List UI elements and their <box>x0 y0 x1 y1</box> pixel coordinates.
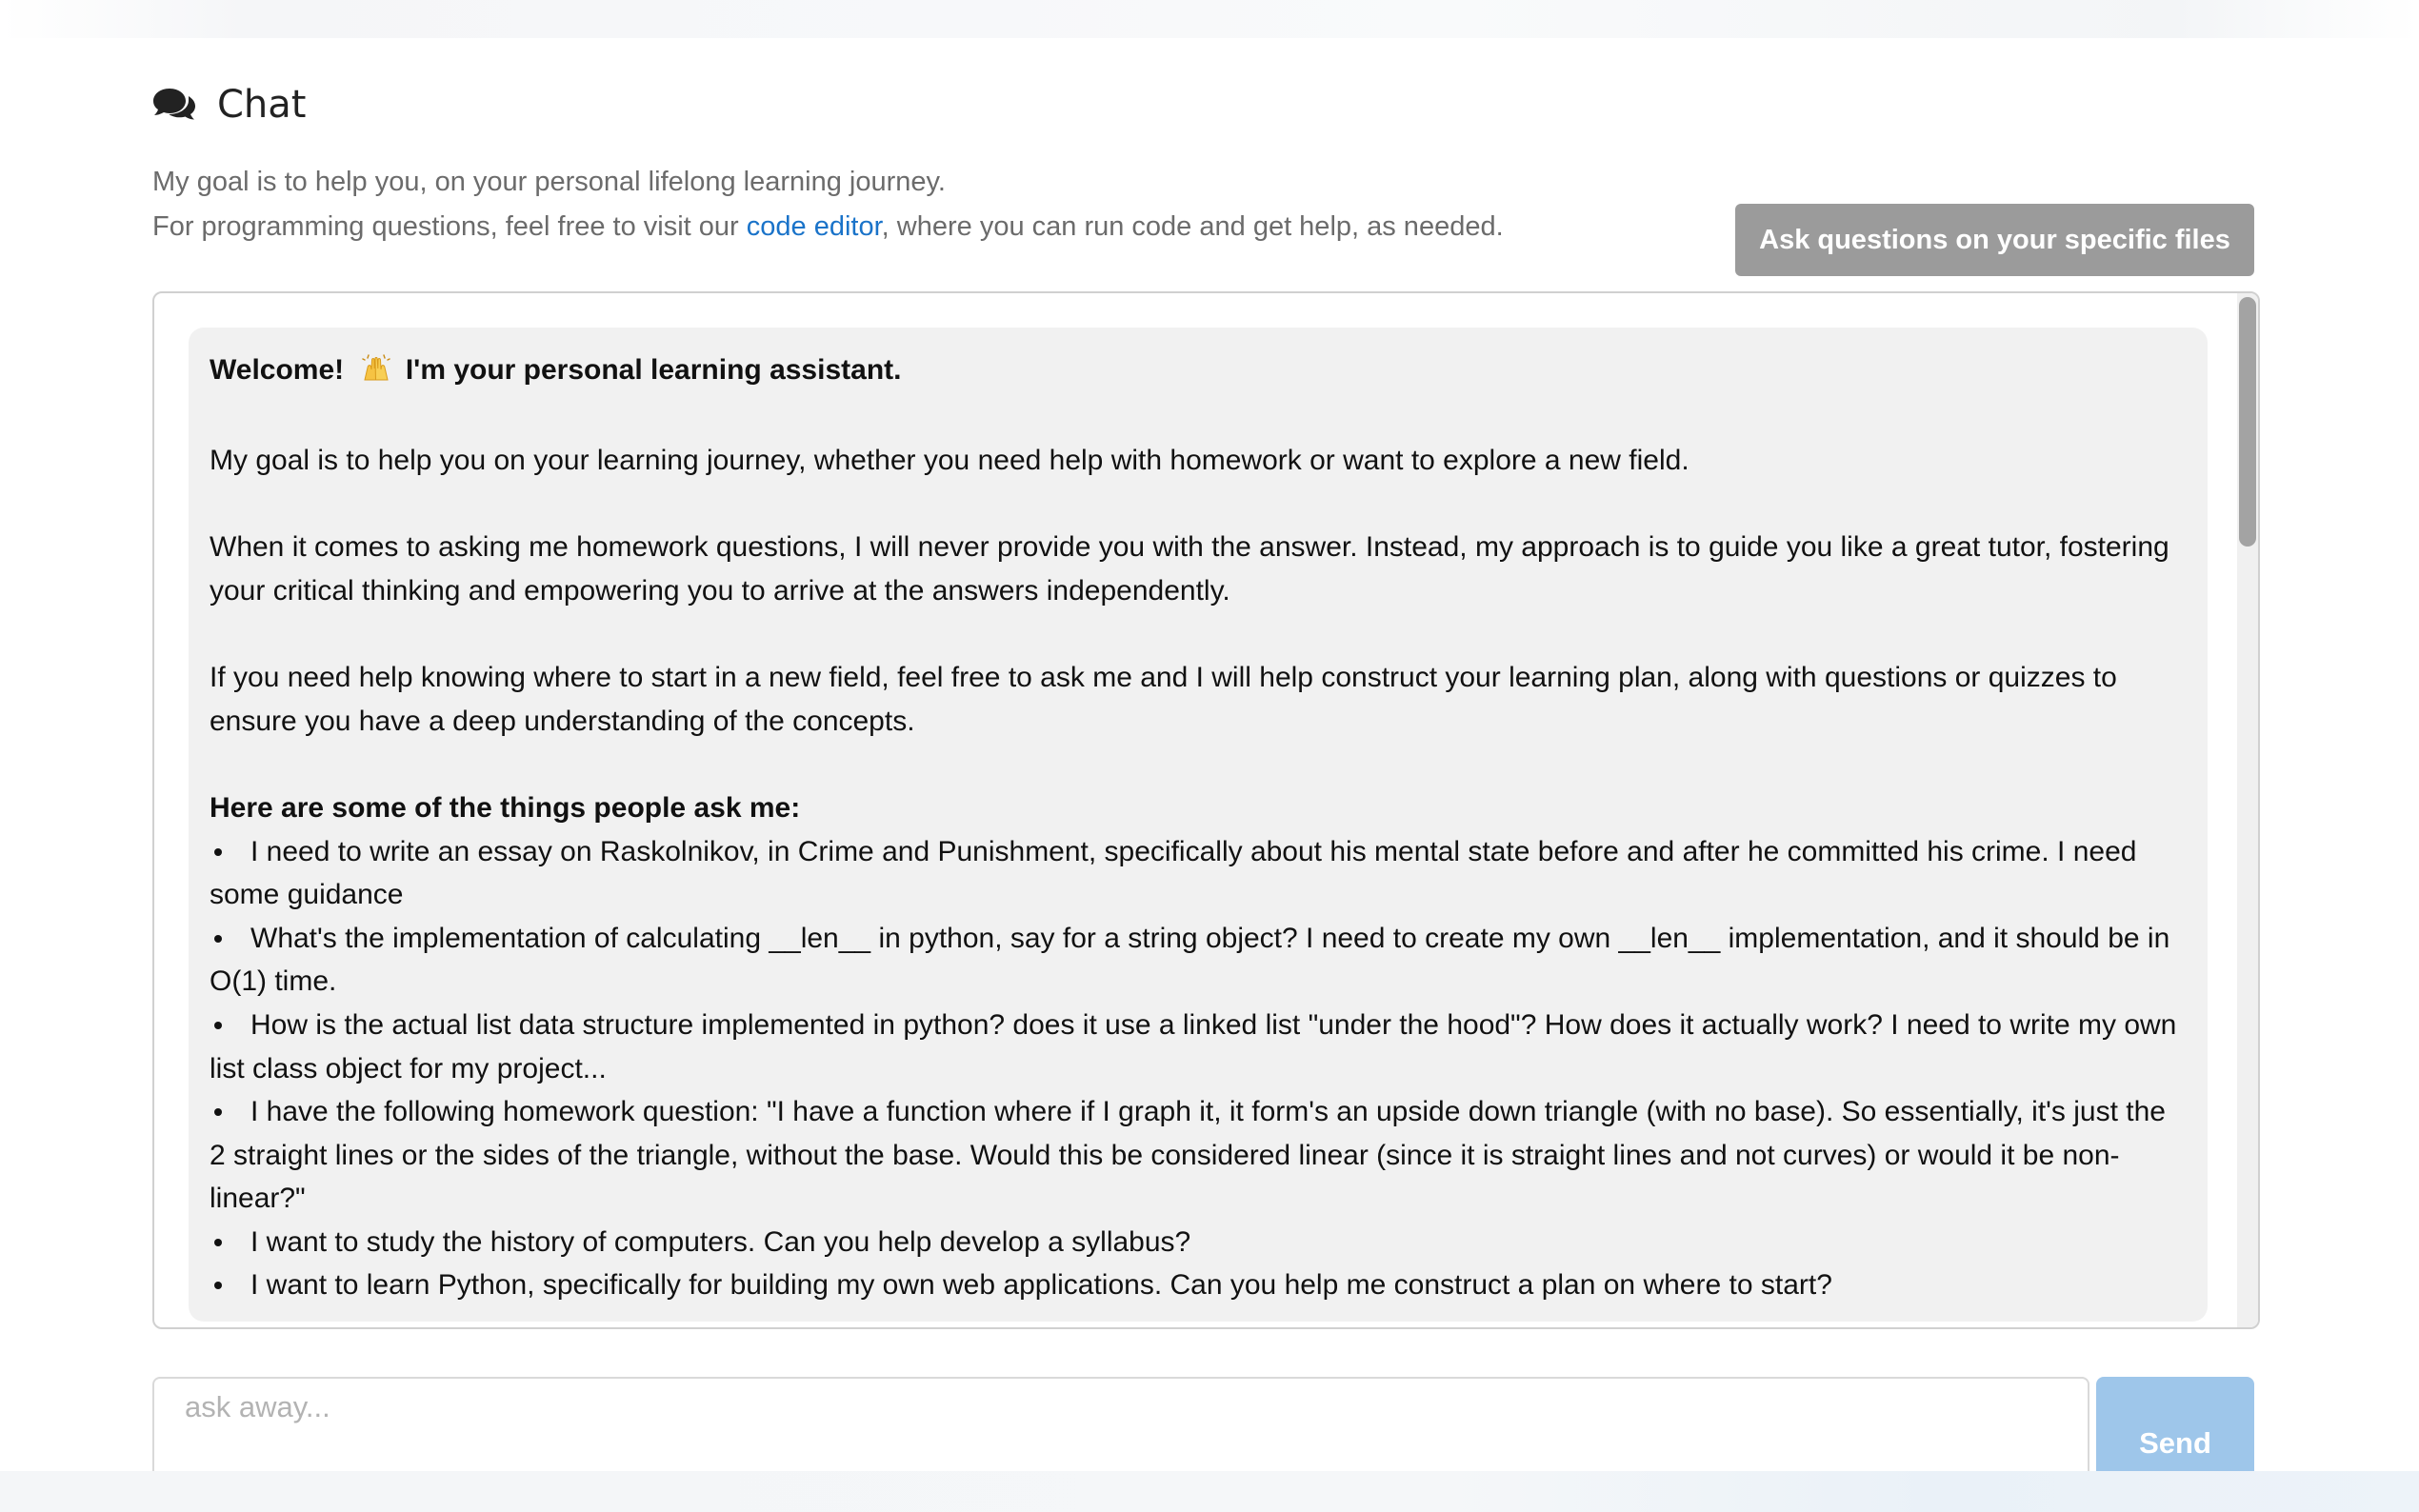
welcome-greeting-rest: I'm your personal learning assistant. <box>405 354 902 386</box>
welcome-paragraph-3: If you need help knowing where to start in a new field, feel free to ask me and I will help construct your learning plan, along with questions or quizzes to ensure you have a deep understanding of the concepts. <box>210 662 2117 737</box>
chat-title-text: Chat <box>217 83 307 127</box>
example-item: I want to study the history of computers. Can you help develop a syllabus? <box>210 1221 2185 1264</box>
example-item: What's the implementation of calculating __len__ in python, say for a string object? I need to create my own __len__ implementation, and it should be in O(1) time. <box>210 917 2185 1004</box>
code-editor-link[interactable]: code editor <box>746 211 882 242</box>
welcome-message <box>189 328 2208 1322</box>
welcome-paragraph-2: When it comes to asking me homework questions, I will never provide you with the answer. Instead, my approach is to guide you like a great tutor, fostering your critical thinking and empowering you to arrive at the answers independently. <box>210 531 2169 607</box>
example-item: I want to learn Python, specifically for building my own web applications. Can you help me construct a plan on where to start? <box>210 1263 2185 1307</box>
message-input[interactable] <box>152 1377 2089 1482</box>
example-item: How is the actual list data structure implemented in python? does it use a linked list "under the hood"? How does it actually work? I need to write my own list class object for my project... <box>210 1004 2185 1090</box>
intro-line-2-after: , where you can run code and get help, as needed. <box>881 211 1504 242</box>
top-backdrop <box>0 0 2419 38</box>
chat-scrollbar-thumb[interactable] <box>2239 297 2256 547</box>
raised-hands-emoji <box>362 352 390 396</box>
intro-line-2-before: For programming questions, feel free to visit our <box>152 211 747 242</box>
comments-icon <box>152 87 198 123</box>
page-title <box>152 78 306 131</box>
welcome-greeting-word: Welcome! <box>210 354 345 386</box>
intro-line-1: My goal is to help you, on your personal lifelong learning journey. <box>152 167 946 197</box>
examples-list <box>210 830 2185 1308</box>
welcome-greeting <box>210 348 2185 396</box>
ask-files-button[interactable]: Ask questions on your specific files <box>1735 204 2254 276</box>
bottom-backdrop <box>0 1471 2419 1512</box>
welcome-paragraph-1: My goal is to help you on your learning journey, whether you need help with homework or want to explore a new field. <box>210 445 1689 477</box>
intro-line-2 <box>152 205 1676 249</box>
intro-text <box>152 160 1676 249</box>
examples-heading: Here are some of the things people ask me: <box>210 791 801 824</box>
chat-scrollbar[interactable] <box>2237 293 2258 1327</box>
example-item: I have the following homework question: "I have a function where if I graph it, it form's an upside down triangle (with no base). So essentially, it's just the 2 straight lines or the sides of the triangle, without the base. Would this be considered linear (since it is straight lines and not curves) or would it be non-linear?" <box>210 1090 2185 1221</box>
example-item: I need to write an essay on Raskolnikov, in Crime and Punishment, specifically about his mental state before and after he committed his crime. I need some guidance <box>210 830 2185 917</box>
send-button[interactable]: Send <box>2096 1377 2254 1482</box>
chat-history-panel[interactable] <box>152 291 2260 1329</box>
